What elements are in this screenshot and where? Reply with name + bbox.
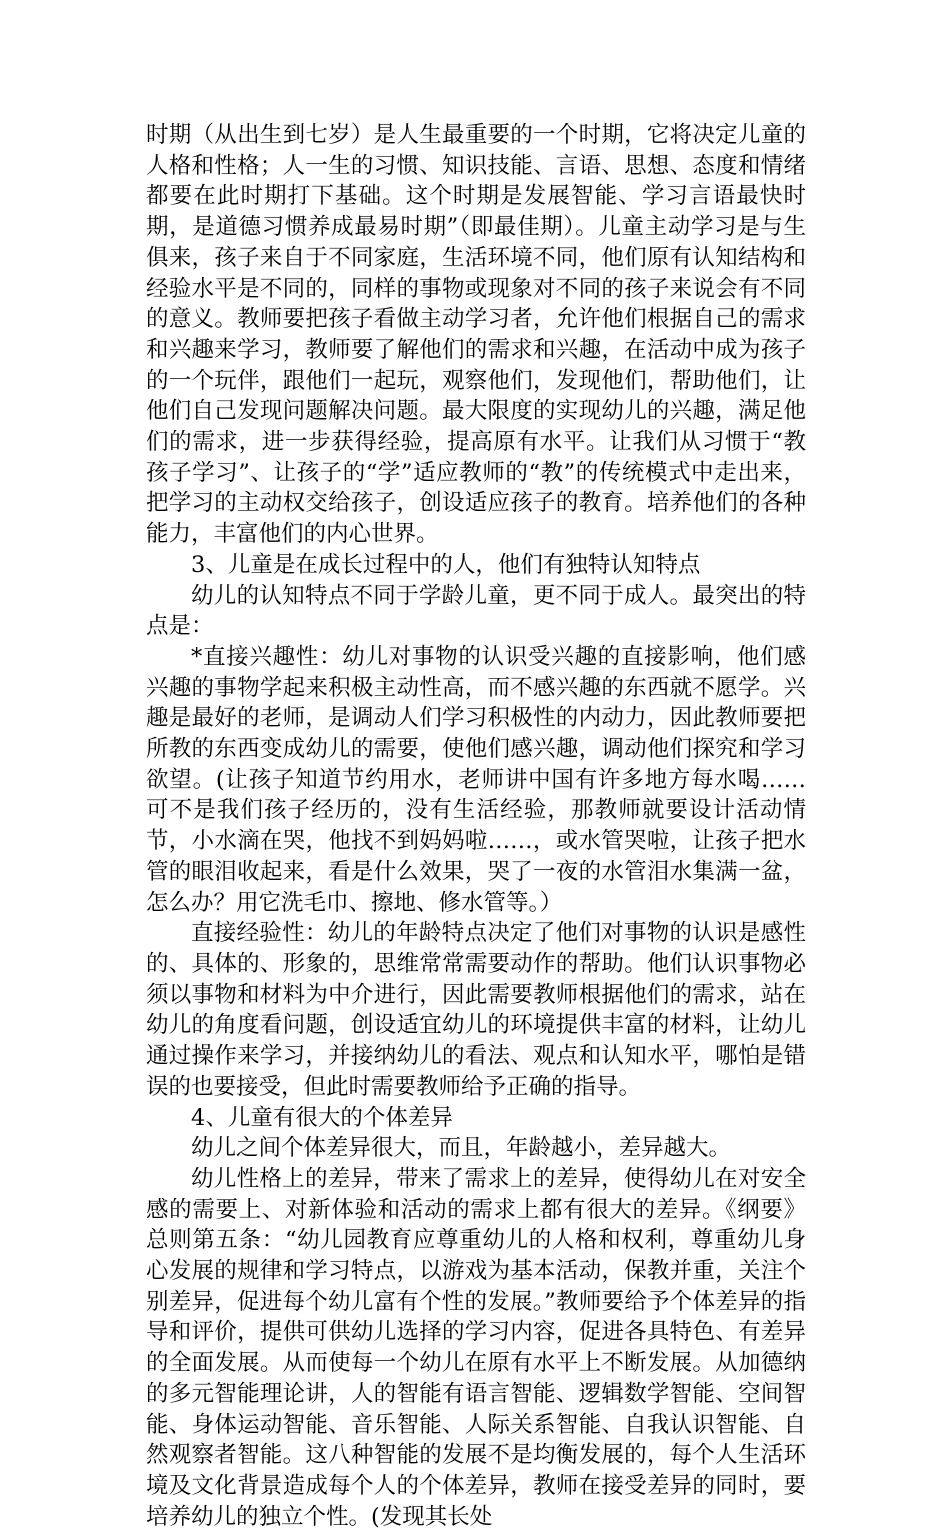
paragraph: 幼儿的认知特点不同于学龄儿童，更不同于成人。最突出的特点是：: [146, 582, 806, 640]
document-body: [146, 120, 806, 1532]
paragraph: 幼儿之间个体差异很大，而且，年龄越小，差异越大。: [191, 1135, 732, 1162]
paragraph: 幼儿性格上的差异，带来了需求上的差异，使得幼儿在对安全感的需要上、对新体验和活动的需求上都有很大的差异。《纲要》总则第五条：“幼儿园教育应尊重幼儿的人格和权利，尊重幼儿身心发展的规律和学习特点，以游戏为基本活动，保教并重，关注个别差异，促进每个幼儿富有个性的发展。”教师要给予个体差异的指导和评价，提供可供幼儿选择的学习内容，促进各具特色、有差异的全面发展。从而使每一个幼儿在原有水平上不断发展。从加德纳的多元智能理论讲，人的智能有语言智能、逻辑数学智能、空间智能、身体运动智能、音乐智能、人际关系智能、自我认识智能、自然观察者智能。这八种智能的发展不是均衡发展的，每个人生活环境及文化背景造成每个人的个体差异，教师在接受差异的同时，要培养幼儿的独立个性。(发现其长处: [146, 1165, 806, 1530]
paragraph: 直接经验性：幼儿的年龄特点决定了他们对事物的认识是感性的、具体的、形象的，思维常常需要动作的帮助。他们认识事物必须以事物和材料为中介进行，因此需要教师根据他们的需求，站在幼儿的角度看问题，创设适宜幼儿的环境提供丰富的材料，让幼儿通过操作来学习，并接纳幼儿的看法、观点和认知水平，哪怕是错误的也要接受，但此时需要教师给予正确的指导。: [146, 920, 806, 1100]
section-heading: 4、儿童有很大的个体差异: [191, 1104, 453, 1131]
paragraph: 时期（从出生到七岁）是人生最重要的一个时期，它将决定儿童的人格和性格；人一生的习惯、知识技能、言语、思想、态度和情绪都要在此时期打下基础。这个时期是发展智能、学习言语最快时期，是道德习惯养成最易时期”（即最佳期）。儿童主动学习是与生俱来，孩子来自于不同家庭，生活环境不同，他们原有认知结构和经验水平是不同的，同样的事物或现象对不同的孩子来说会有不同的意义。教师要把孩子看做主动学习者，允许他们根据自己的需求和兴趣来学习，教师要了解他们的需求和兴趣，在活动中成为孩子的一个玩伴，跟他们一起玩，观察他们，发现他们，帮助他们，让他们自己发现问题解决问题。最大限度的实现幼儿的兴趣，满足他们的需求，进一步获得经验，提高原有水平。让我们从习惯于“教孩子学习”、让孩子的“学”适应教师的“教”的传统模式中走出来，把学习的主动权交给孩子，创设适应孩子的教育。培养他们的各种能力，丰富他们的内心世界。: [146, 122, 806, 548]
section-heading: 3、儿童是在成长过程中的人，他们有独特认知特点: [191, 551, 701, 578]
paragraph: *直接兴趣性：幼儿对事物的认识受兴趣的直接影响，他们感兴趣的事物学起来积极主动性高，而不感兴趣的东西就不愿学。兴趣是最好的老师，是调动人们学习积极性的内动力，因此教师要把所教的东西变成幼儿的需要，使他们感兴趣，调动他们探究和学习欲望。(让孩子知道节约用水，老师讲中国有许多地方每水喝……可不是我们孩子经历的，没有生活经验，那教师就要设计活动情节，小水滴在哭，他找不到妈妈啦……，或水管哭啦，让孩子把水管的眼泪收起来，看是什么效果，哭了一夜的水管泪水集满一盆，怎么办？用它洗毛巾、擦地、修水管等。）: [146, 643, 806, 916]
